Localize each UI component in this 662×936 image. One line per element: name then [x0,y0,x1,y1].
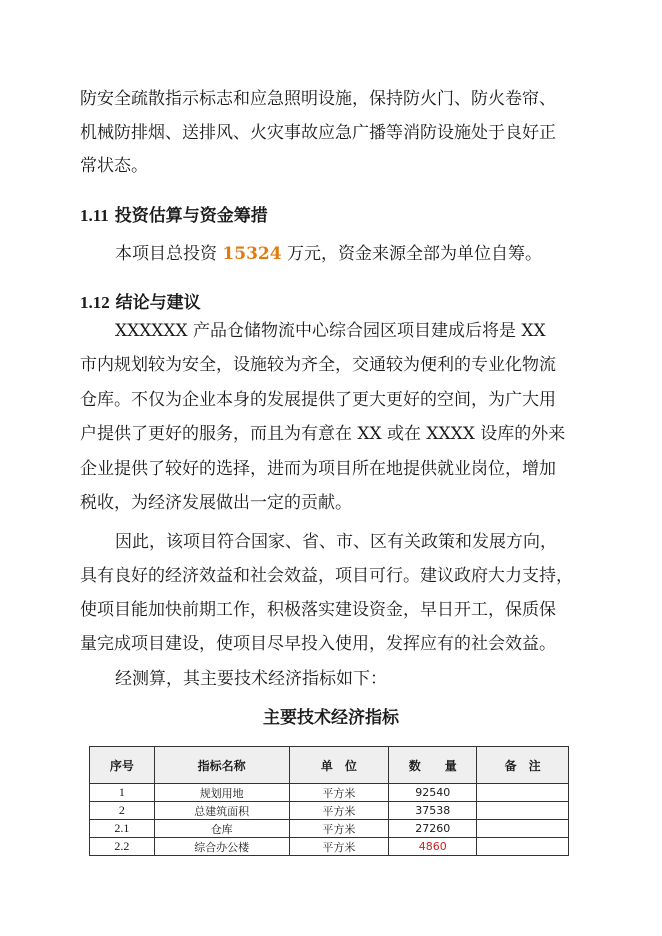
cell-note [477,838,569,856]
section-number: 1.12 [80,293,110,312]
body-text-line: 户提供了更好的服务，而且为有意在 XX 或在 XXXX 设库的外来 [80,424,566,444]
column-header-name: 指标名称 [154,747,289,784]
body-text-line: 具有良好的经济效益和社会效益，项目可行。建议政府大力支持， [80,566,573,586]
investment-text-after: 万元，资金来源全部为单位自筹。 [286,244,542,264]
cell-note [477,802,569,820]
column-header-no: 序号 [90,747,155,784]
table-row [90,820,569,838]
section-title: 结论与建议 [115,293,201,313]
section-number: 1.11 [80,206,109,225]
body-text-line: 仓库。不仅为企业本身的发展提供了更大更好的空间，为广大用 [80,390,556,410]
section-heading-1-12 [80,288,201,313]
investment-text-before: 本项目总投资 [115,244,217,264]
body-text-line: 企业提供了较好的选择，进而为项目所在地提供就业岗位，增加 [80,459,556,479]
table-row [90,784,569,802]
body-text-line: 市内规划较为安全，设施较为齐全，交通较为便利的专业化物流 [80,355,556,375]
table-row [90,802,569,820]
cell-note [477,820,569,838]
body-text-line: 经测算，其主要技术经济指标如下： [115,669,387,689]
metrics-table [89,746,569,856]
section-heading-1-11 [80,201,268,226]
cell-no: 2.2 [90,838,155,856]
cell-name: 规划用地 [154,784,289,802]
section-title: 投资估算与资金筹措 [114,206,268,226]
cell-no: 2.1 [90,820,155,838]
cell-unit: 平方米 [289,820,389,838]
table-row [90,838,569,856]
cell-note [477,784,569,802]
body-text-line: 量完成项目建设，使项目尽早投入使用，发挥应有的社会效益。 [80,634,556,654]
cell-name: 总建筑面积 [154,802,289,820]
cell-no: 2 [90,802,155,820]
body-text-line: XXXXXX 产品仓储物流中心综合园区项目建成后将是 XX [115,321,546,341]
cell-qty: 27260 [389,820,477,838]
cell-unit: 平方米 [289,838,389,856]
cell-qty-highlighted: 4860 [389,838,477,856]
table-title: 主要技术经济指标 [263,708,399,728]
body-text-line: 常状态。 [80,156,148,176]
body-text-line: 因此，该项目符合国家、省、市、区有关政策和发展方向， [115,532,557,552]
body-text-line: 使项目能加快前期工作，积极落实建设资金，早日开工，保质保 [80,600,556,620]
cell-no: 1 [90,784,155,802]
body-text-line: 防安全疏散指示标志和应急照明设施，保持防火门、防火卷帘、 [80,89,556,109]
column-header-unit: 单 位 [289,747,389,784]
table-header-row [90,747,569,784]
column-header-note: 备 注 [477,747,569,784]
column-header-qty: 数 量 [389,747,477,784]
cell-qty: 92540 [389,784,477,802]
cell-unit: 平方米 [289,784,389,802]
body-text-line: 机械防排烟、送排风、火灾事故应急广播等消防设施处于良好正 [80,123,556,143]
cell-name: 仓库 [154,820,289,838]
body-text-line: 税收，为经济发展做出一定的贡献。 [80,493,352,513]
investment-amount: 15324 [222,244,282,264]
cell-unit: 平方米 [289,802,389,820]
cell-name: 综合办公楼 [154,838,289,856]
cell-qty: 37538 [389,802,477,820]
investment-paragraph [115,243,542,265]
